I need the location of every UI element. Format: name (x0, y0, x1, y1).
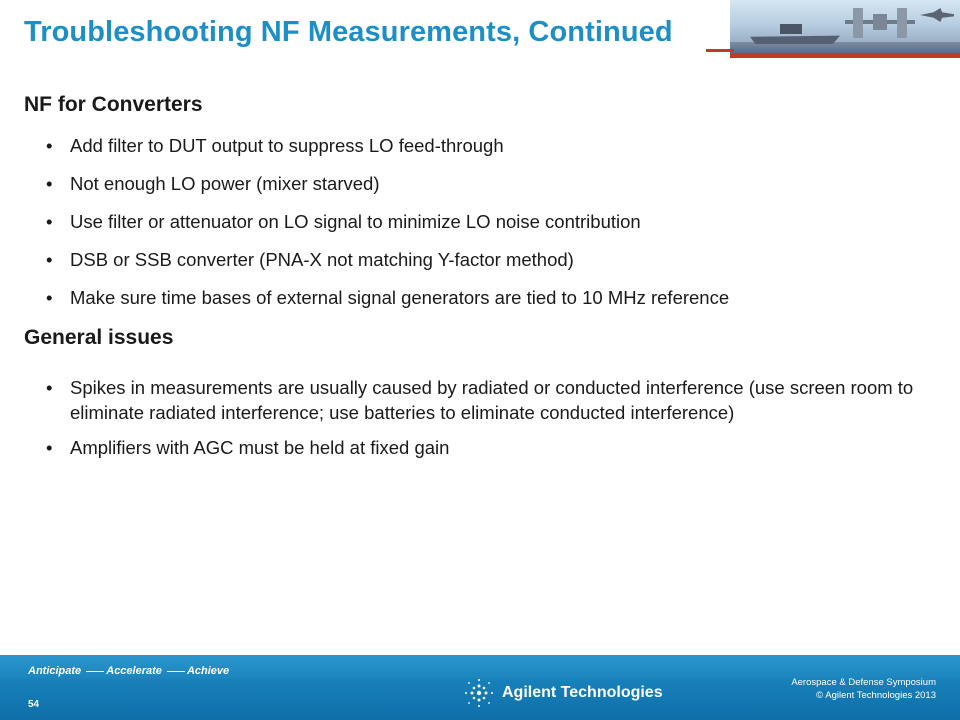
section-heading-general: General issues (24, 326, 174, 349)
slide-title: Troubleshooting NF Measurements, Continued (24, 16, 673, 48)
general-bullet-list (46, 375, 950, 470)
list-item: • Spikes in measurements are usually caused by radiated or conducted interference (use screen room to eliminate radiated interference; use batteries to eliminate conducted interference) (46, 377, 914, 423)
list-item: • Add filter to DUT output to suppress LO feed-through (46, 135, 504, 156)
title-accent-line (706, 49, 734, 52)
agilent-logo (462, 676, 663, 710)
list-item: • Make sure time bases of external signal generators are tied to 10 MHz reference (46, 287, 730, 308)
converters-bullet-list (46, 133, 729, 323)
symposium-name: Aerospace & Defense Symposium (791, 677, 936, 688)
list-item: • DSB or SSB converter (PNA-X not matching Y-factor method) (46, 249, 574, 270)
footer-tagline: Anticipate Accelerate Achieve (28, 665, 230, 677)
list-item: • Use filter or attenuator on LO signal to minimize LO noise contribution (46, 211, 641, 232)
copyright: © Agilent Technologies 2013 (816, 690, 936, 701)
page-number: 54 (28, 699, 40, 710)
list-item: • Amplifiers with AGC must be held at fixed gain (46, 437, 450, 458)
list-item: • Not enough LO power (mixer starved) (46, 173, 380, 194)
logo-text: Agilent Technologies (502, 684, 663, 701)
section-heading-converters: NF for Converters (24, 93, 203, 116)
agilent-spark-icon (462, 676, 496, 710)
footer-credit (791, 676, 936, 702)
aerospace-defense-banner-image (730, 0, 960, 58)
